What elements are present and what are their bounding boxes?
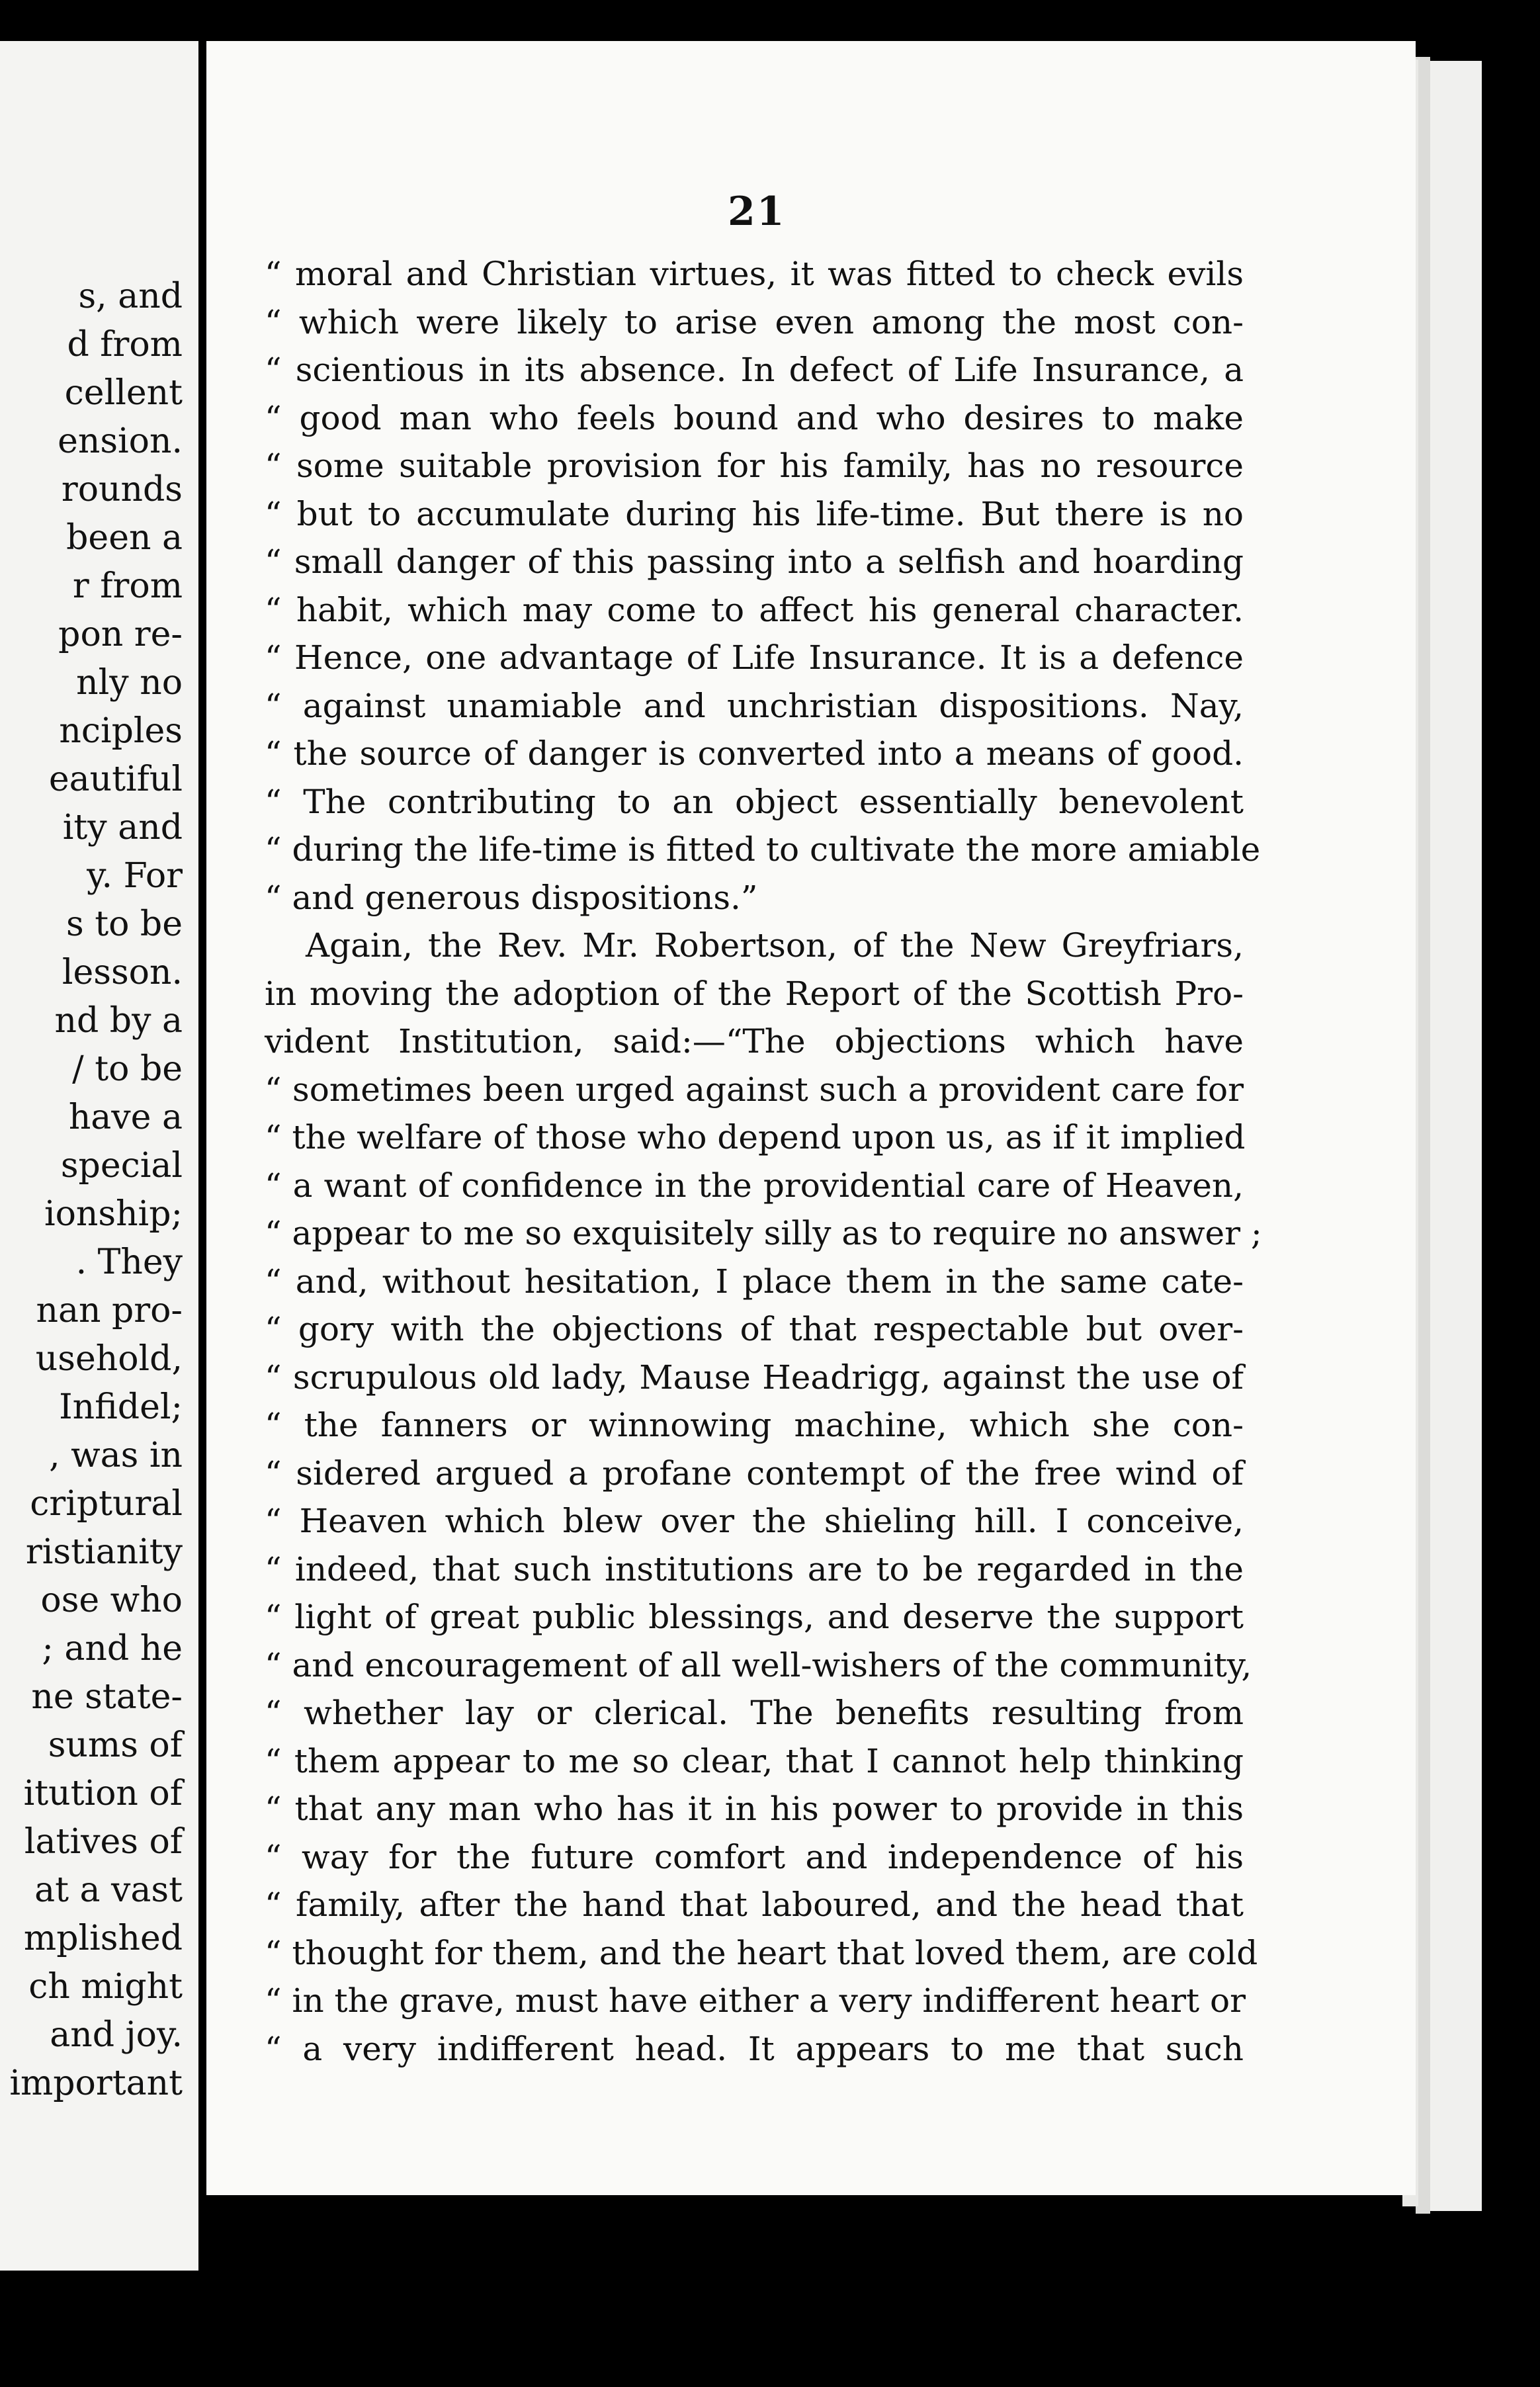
text-line: “ some suitable provision for his family, has no resource [265,447,1244,485]
text-line: vident Institution, said:—“The objections which have [265,1022,1244,1061]
page-edge-back [1428,61,1482,2211]
left-page-line: mplished [23,1919,183,1958]
text-line: “ light of great public blessings, and deserve the support [265,1598,1244,1636]
text-line: “ which were likely to arise even among the most con- [265,302,1244,341]
text-line: “ small danger of this passing into a selfish and hoarding [265,542,1244,581]
text-line: “ but to accumulate during his life-time. But there is no [265,494,1244,533]
left-page-line: have a [68,1098,183,1137]
left-page-line: nciples [59,711,183,751]
text-line: in moving the adoption of the Report of the Scottish Pro- [265,974,1244,1013]
text-line: “ the fanners or winnowing machine, which she con- [265,1406,1244,1444]
left-page-line: nan pro- [36,1291,183,1330]
text-line: “ habit, which may come to affect his general character. [265,590,1244,629]
left-page-line: important [9,2063,183,2103]
text-line: “ against unamiable and unchristian dispositions. Nay, [265,686,1244,725]
left-page-line: s to be [65,904,183,944]
text-line: “ Heaven which blew over the shieling hill. I conceive, [265,1502,1244,1540]
text-line: “ the source of danger is converted into a means of good. [265,734,1244,773]
text-line: “ appear to me so exquisitely silly as to require no answer ; [265,1214,1262,1252]
left-page-line: ; and he [42,1629,183,1669]
page-body-text [265,250,1262,2073]
left-page-line: criptural [30,1484,183,1524]
left-page-line: ension. [58,421,183,461]
left-page-line: sums of [48,1725,183,1765]
text-line: “ indeed, that such institutions are to be regarded in the [265,1549,1244,1588]
left-page-line: nly no [76,663,183,703]
left-page-line: ose who [40,1581,183,1620]
left-facing-page [0,41,198,2271]
left-page-line: at a vast [34,1870,183,1910]
left-page-line: , was in [49,1436,183,1475]
left-page-line: ionship; [44,1194,183,1234]
left-page-line: and joy. [50,2015,183,2055]
text-line: “ sidered argued a profane contempt of the free wind of [265,1454,1244,1493]
left-page-line: been a [66,518,183,558]
left-page-line: cellent [64,373,183,413]
left-page-line: nd by a [54,1001,183,1041]
left-page-line: latives of [24,1822,183,1862]
left-page-line: rounds [61,470,183,509]
left-page-line: ch might [28,1967,183,2007]
text-line: “ good man who feels bound and who desires to make [265,398,1244,437]
left-page-line: lesson. [62,953,183,992]
text-line: “ moral and Christian virtues, it was fitted to check evils [265,255,1244,293]
text-line: “ a want of confidence in the providential care of Heaven, [265,1166,1244,1205]
page-number: 21 [728,189,786,235]
left-page-line: pon re- [58,615,183,654]
text-line: “ way for the future comfort and independence of his [265,1837,1244,1876]
left-page-line: y. For [87,856,183,896]
text-line: “ in the grave, must have either a very indifferent heart or [265,1981,1246,2020]
left-page-line: Infidel; [59,1387,183,1427]
left-page-line: . They [75,1242,183,1282]
text-line: “ whether lay or clerical. The benefits resulting from [265,1694,1244,1732]
text-line: “ Hence, one advantage of Life Insurance. It is a defence [265,638,1244,677]
text-line: “ The contributing to an object essentially benevolent [265,782,1244,821]
left-page-line: / to be [72,1049,183,1089]
text-line: “ and encouragement of all well-wishers of the community, [265,1645,1252,1684]
text-line: “ thought for them, and the heart that loved them, are cold [265,1933,1258,1972]
left-page-line: ristianity [25,1532,183,1572]
left-page-line: s, and [78,277,183,316]
text-line: “ scrupulous old lady, Mause Headrigg, against the use of [265,1358,1244,1397]
left-page-line: ne state- [31,1677,183,1717]
text-line: Again, the Rev. Mr. Robertson, of the New Greyfriars, [306,926,1244,965]
text-line: “ during the life-time is fitted to cultivate the more amiable [265,830,1261,869]
left-page-line: d from [67,325,183,365]
text-line: “ the welfare of those who depend upon us, as if it implied [265,1118,1246,1156]
left-page-line: special [60,1146,183,1186]
left-page-line: eautiful [48,760,183,799]
left-page-line: ity and [62,808,183,847]
left-page-line: itution of [23,1774,183,1813]
text-line: “ gory with the objections of that respectable but over- [265,1310,1244,1348]
left-page-line: r from [72,566,183,606]
text-line: “ them appear to me so clear, that I cannot help thinking [265,1741,1244,1780]
text-line: “ and generous dispositions.” [265,878,758,917]
text-line: “ a very indifferent head. It appears to me that such [265,2029,1244,2068]
text-line: “ scientious in its absence. In defect of Life Insurance, a [265,351,1244,389]
text-line: “ that any man who has it in his power to provide in this [265,1790,1244,1828]
text-line: “ and, without hesitation, I place them in the same cate- [265,1262,1244,1301]
left-page-line: usehold, [35,1339,183,1379]
text-line: “ family, after the hand that laboured, and the head that [265,1886,1244,1924]
text-line: “ sometimes been urged against such a provident care for [265,1070,1244,1109]
